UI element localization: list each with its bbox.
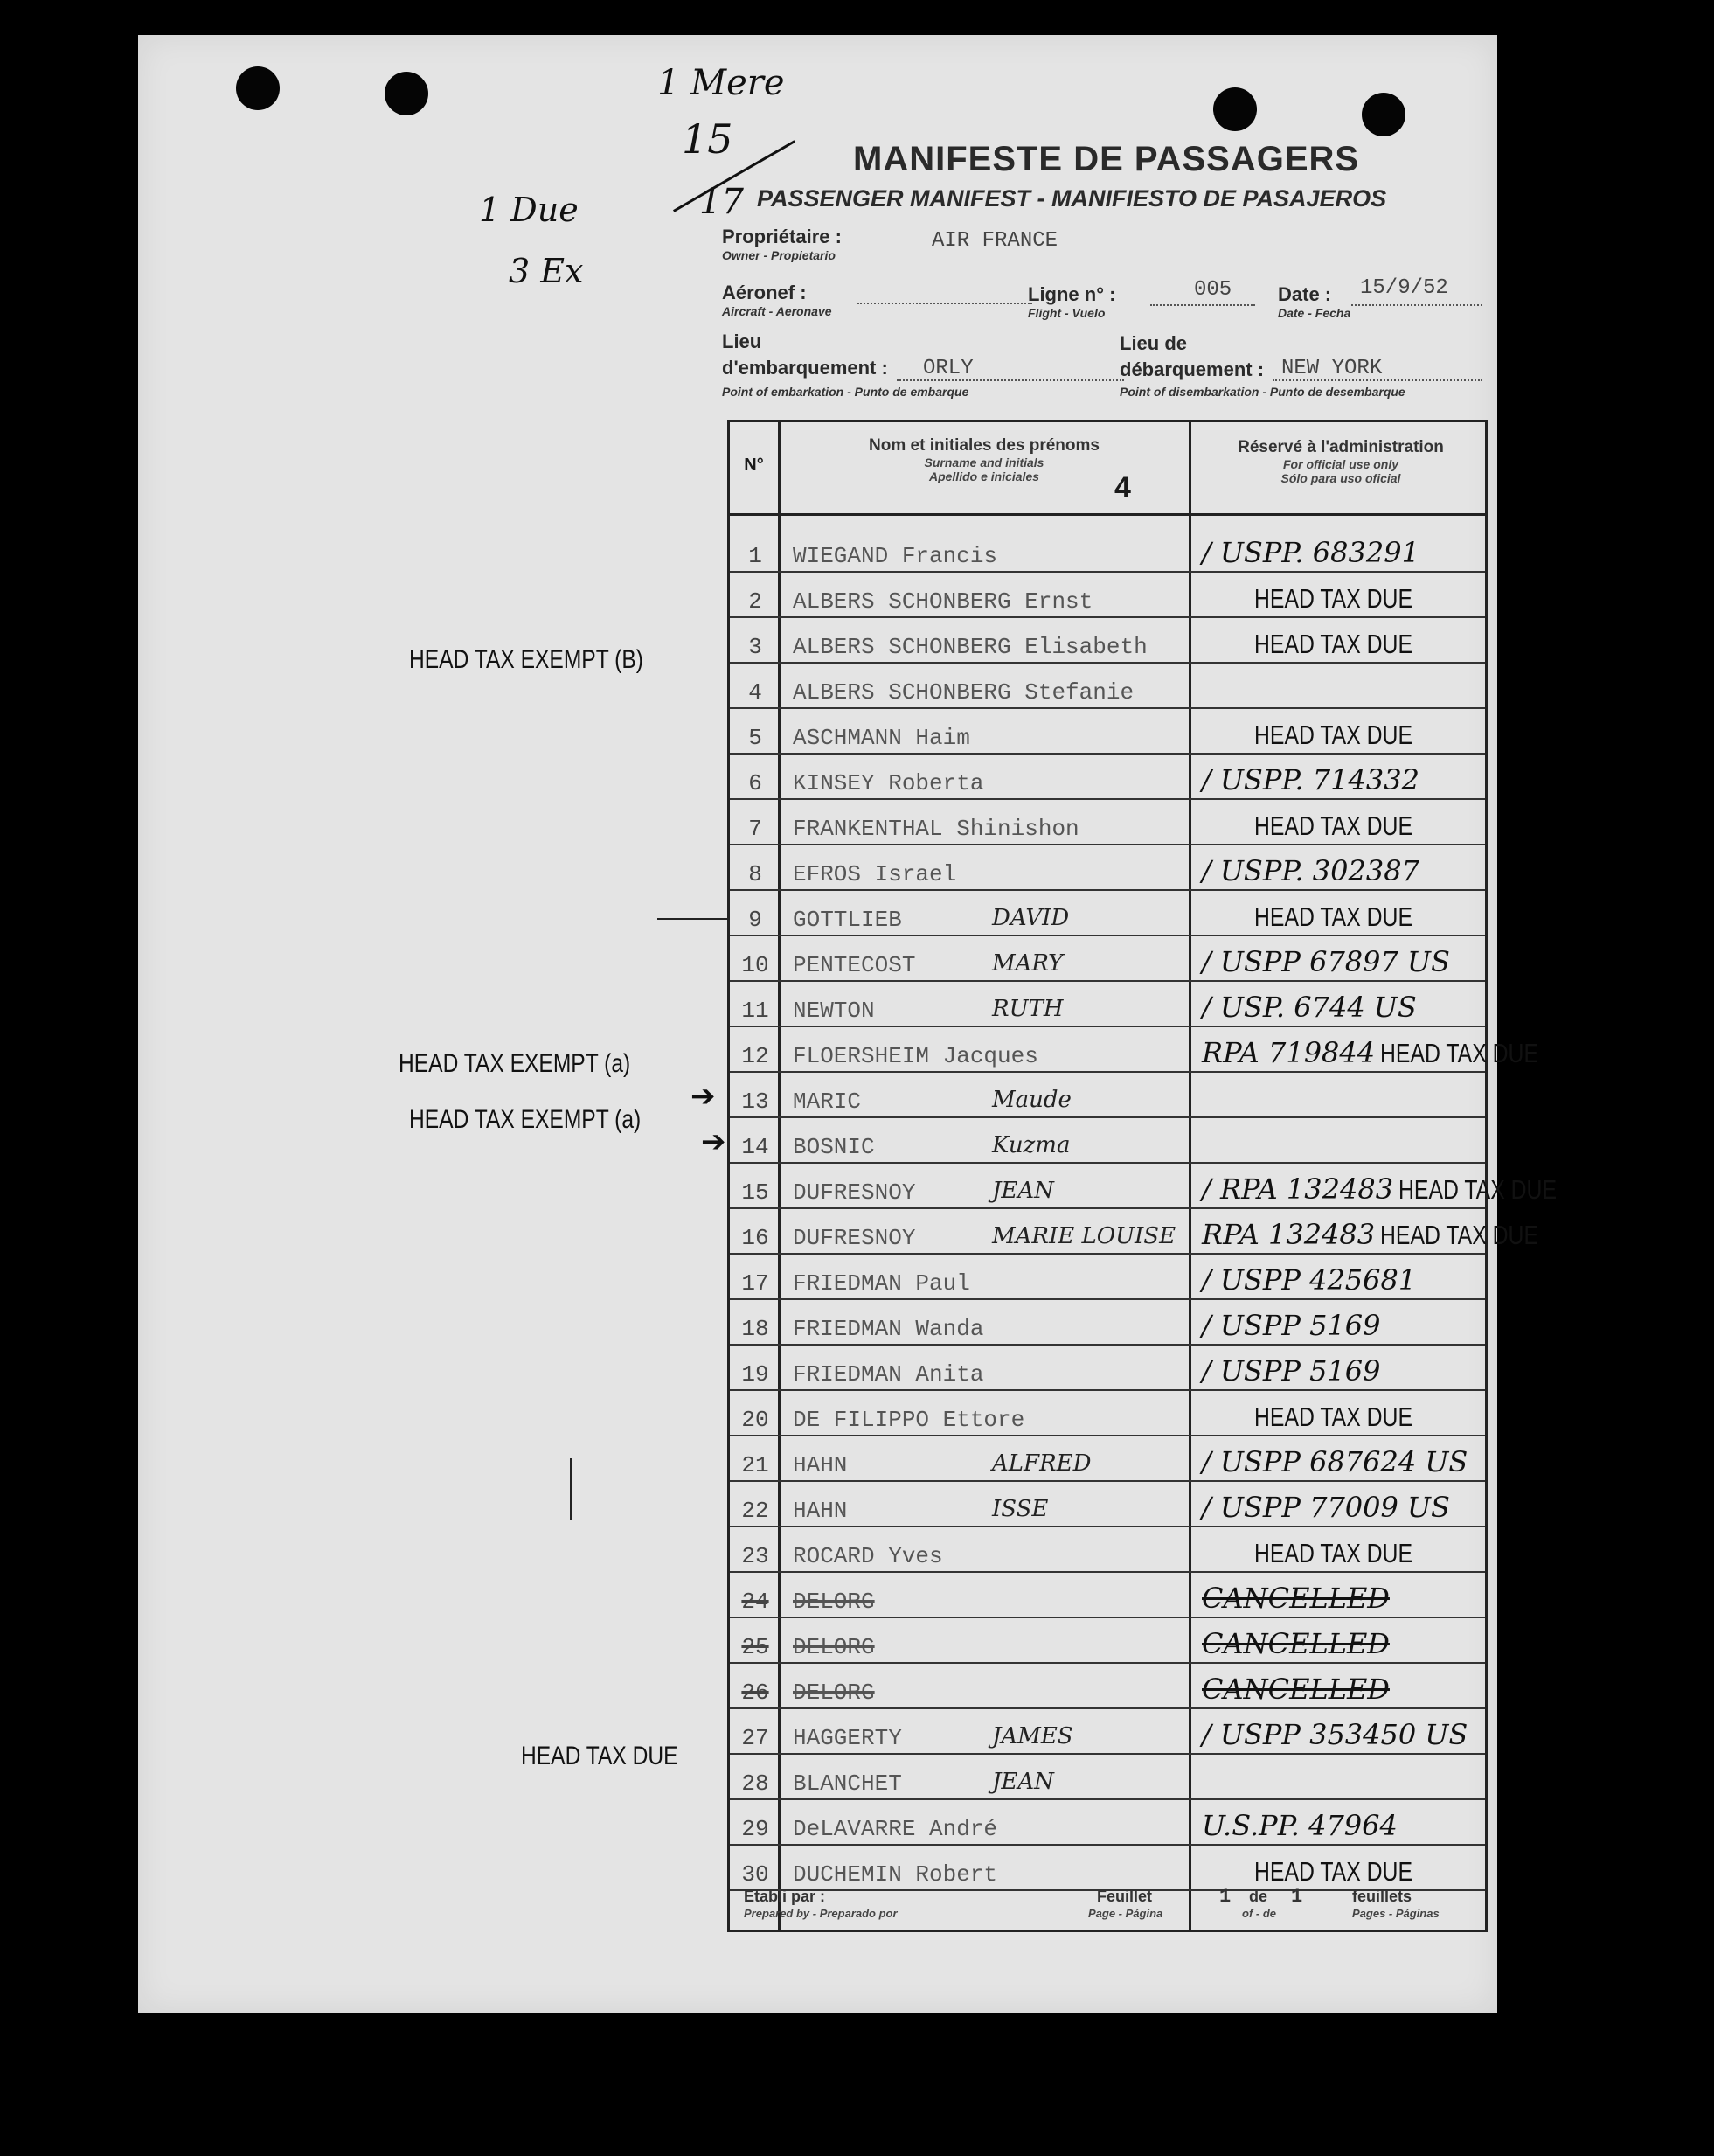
row-number: 17 <box>741 1270 769 1297</box>
aircraft-field-line <box>857 303 1032 304</box>
admin-cell <box>1202 1627 1490 1660</box>
row-number: 12 <box>741 1043 769 1069</box>
passenger-name: ROCARD Yves <box>793 1543 943 1569</box>
passenger-name-handwritten: MARIE LOUISE <box>992 1223 1176 1249</box>
date-field-line <box>1351 304 1482 306</box>
row-number: 15 <box>741 1179 769 1206</box>
admin-handwritten-note: / USPP 67897 US <box>1202 945 1450 978</box>
row-number: 10 <box>741 952 769 978</box>
margin-line <box>657 918 727 920</box>
col-header-name-count: 4 <box>1114 471 1131 504</box>
prepared-label: Etabli par : <box>744 1888 826 1905</box>
embark-label: d'embarquement : <box>722 357 888 379</box>
col-header-admin-es: Sólo para uso oficial <box>1280 471 1401 485</box>
admin-cell <box>1202 1809 1490 1842</box>
admin-handwritten-note: / USPP 77009 US <box>1202 1491 1450 1524</box>
passenger-name: DUFRESNOY <box>793 1179 916 1206</box>
prepared-sublabel: Prepared by - Preparado por <box>744 1907 898 1920</box>
owner-sublabel: Owner - Propietario <box>722 248 836 262</box>
head-tax-due-stamp: HEAD TAX DUE <box>1398 1174 1558 1205</box>
table-row <box>730 1346 1485 1391</box>
row-number: 8 <box>748 861 762 887</box>
head-tax-due-stamp: HEAD TAX DUE <box>1254 583 1412 614</box>
table-row <box>730 1027 1539 1073</box>
passenger-name: FRIEDMAN Anita <box>793 1361 984 1387</box>
row-number: 19 <box>741 1361 769 1387</box>
row-number: 21 <box>741 1452 769 1478</box>
punch-hole <box>1362 93 1405 136</box>
arrow-icon: ➔ <box>690 1080 716 1113</box>
admin-cell <box>1202 719 1490 751</box>
col-header-name-en: Surname and initials <box>924 456 1044 469</box>
table-row <box>730 1164 1558 1209</box>
passenger-name: ALBERS SCHONBERG Stefanie <box>793 679 1135 706</box>
passenger-name: DELORG <box>793 1589 875 1615</box>
passenger-name: WIEGAND Francis <box>793 543 998 569</box>
date-sublabel: Date - Fecha <box>1278 306 1351 320</box>
head-tax-due-stamp: HEAD TAX DUE <box>1254 720 1412 750</box>
passenger-name: PENTECOST <box>793 952 916 978</box>
row-number: 20 <box>741 1407 769 1433</box>
table-row <box>730 1436 1485 1482</box>
date-label: Date : <box>1278 283 1332 305</box>
head-tax-due-stamp: HEAD TAX DUE <box>1380 1038 1539 1068</box>
table-row <box>730 1073 1485 1118</box>
passenger-name: DELORG <box>793 1634 875 1660</box>
side-stamp-head-tax-exempt: HEAD TAX EXEMPT (a) <box>409 1105 642 1134</box>
passenger-name: ASCHMANN Haim <box>793 725 970 751</box>
head-tax-due-stamp: HEAD TAX DUE <box>1254 1538 1412 1568</box>
row-number: 27 <box>741 1725 769 1751</box>
admin-handwritten-note: CANCELLED <box>1202 1582 1390 1615</box>
passenger-name: GOTTLIEB <box>793 907 902 933</box>
admin-cell <box>1202 991 1490 1024</box>
table-row <box>730 1118 1485 1164</box>
passenger-name-handwritten: MARY <box>992 950 1064 977</box>
table-row <box>730 755 1485 800</box>
admin-handwritten-note: / USPP 5169 <box>1202 1309 1381 1342</box>
passenger-name-handwritten: DAVID <box>992 905 1070 931</box>
disembark-sublabel: Point of disembarkation - Punto de desembarque <box>1120 385 1405 399</box>
head-tax-due-stamp: HEAD TAX DUE <box>1254 901 1412 932</box>
sheets-sublabel: Pages - Páginas <box>1352 1907 1440 1920</box>
table-row <box>730 573 1485 618</box>
table-row <box>730 891 1485 936</box>
row-number: 29 <box>741 1816 769 1842</box>
admin-cell <box>1202 763 1490 796</box>
passenger-name: DUFRESNOY <box>793 1225 916 1251</box>
disembark-field-line <box>1273 379 1482 381</box>
admin-cell <box>1202 628 1490 660</box>
table-row <box>730 527 1485 573</box>
admin-cell <box>1202 1537 1490 1569</box>
table-row <box>730 664 1485 709</box>
passenger-name: HAGGERTY <box>793 1725 902 1751</box>
table-row <box>730 1800 1485 1846</box>
passenger-name: MARIC <box>793 1088 862 1115</box>
owner-value: AIR FRANCE <box>932 229 1058 253</box>
table-row <box>730 800 1485 845</box>
punch-hole <box>385 72 428 115</box>
admin-cell <box>1202 810 1490 842</box>
admin-handwritten-note: / USPP 687624 US <box>1202 1445 1468 1478</box>
admin-cell <box>1202 1172 1558 1206</box>
admin-handwritten-note: / USPP 5169 <box>1202 1354 1381 1387</box>
sheets-label: feuillets <box>1352 1888 1412 1905</box>
passenger-name-handwritten: ALFRED <box>992 1450 1092 1477</box>
passenger-name: FRIEDMAN Paul <box>793 1270 970 1297</box>
embark-field-line <box>897 379 1124 381</box>
passenger-name: NEWTON <box>793 998 875 1024</box>
flight-value: 005 <box>1194 278 1232 302</box>
row-number: 26 <box>741 1680 769 1706</box>
row-number: 5 <box>748 725 762 751</box>
admin-cell <box>1202 1855 1490 1888</box>
head-tax-due-stamp: HEAD TAX DUE <box>1254 1856 1412 1887</box>
margin-note-left-1: 1 Due <box>479 191 579 229</box>
passenger-name: HAHN <box>793 1498 848 1524</box>
passenger-name: FLOERSHEIM Jacques <box>793 1043 1038 1069</box>
admin-cell <box>1202 1718 1490 1751</box>
table-row <box>730 1482 1485 1527</box>
col-header-name-es: Apellido e iniciales <box>928 469 1040 483</box>
table-row <box>730 845 1485 891</box>
margin-tick <box>570 1458 572 1520</box>
head-tax-due-stamp: HEAD TAX DUE <box>1380 1220 1539 1250</box>
table-row <box>730 1709 1485 1755</box>
passenger-name: KINSEY Roberta <box>793 770 984 796</box>
col-header-no: N° <box>744 456 764 475</box>
table-row <box>730 936 1485 982</box>
disembark-value: NEW YORK <box>1281 357 1383 380</box>
side-stamp-head-tax-exempt: HEAD TAX EXEMPT (a) <box>399 1049 631 1078</box>
col-header-admin-en: For official use only <box>1283 457 1398 471</box>
col-header-admin-fr: Réservé à l'administration <box>1238 438 1444 456</box>
passenger-name: ALBERS SCHONBERG Elisabeth <box>793 634 1148 660</box>
aircraft-label: Aéronef : <box>722 282 807 303</box>
passenger-name: DE FILIPPO Ettore <box>793 1407 1025 1433</box>
sheet-value: 1 <box>1219 1886 1232 1908</box>
passenger-name-handwritten: Maude <box>992 1087 1072 1113</box>
table-row <box>730 709 1485 755</box>
flight-sublabel: Flight - Vuelo <box>1028 306 1106 320</box>
row-number: 9 <box>748 907 762 933</box>
passenger-name-handwritten: Kuzma <box>992 1132 1071 1158</box>
admin-cell <box>1202 582 1490 615</box>
admin-cell <box>1202 1673 1490 1706</box>
admin-handwritten-note: / USPP. 714332 <box>1202 763 1419 796</box>
row-number: 13 <box>741 1088 769 1115</box>
row-number: 1 <box>748 543 762 569</box>
punch-hole <box>1213 87 1257 131</box>
admin-handwritten-note: CANCELLED <box>1202 1627 1390 1660</box>
col-header-admin <box>1191 438 1490 485</box>
passenger-name: FRIEDMAN Wanda <box>793 1316 984 1342</box>
row-number: 24 <box>741 1589 769 1615</box>
embark-label: Lieu <box>722 330 762 352</box>
admin-cell <box>1202 945 1490 978</box>
passenger-name: DELORG <box>793 1680 875 1706</box>
admin-handwritten-note: / USPP 425681 <box>1202 1263 1417 1297</box>
admin-cell <box>1202 536 1490 569</box>
admin-cell <box>1202 1263 1490 1297</box>
admin-handwritten-note: / USPP 353450 US <box>1202 1718 1468 1751</box>
head-tax-due-stamp: HEAD TAX DUE <box>1254 1401 1412 1432</box>
row-number: 30 <box>741 1861 769 1888</box>
head-tax-due-stamp: HEAD TAX DUE <box>1254 629 1412 659</box>
admin-handwritten-note: / USP. 6744 US <box>1202 991 1417 1024</box>
passenger-name: EFROS Israel <box>793 861 957 887</box>
admin-cell <box>1202 901 1490 933</box>
row-number: 2 <box>748 588 762 615</box>
passenger-name-handwritten: ISSE <box>992 1496 1049 1522</box>
col-header-name-fr: Nom et initiales des prénoms <box>869 436 1100 455</box>
margin-fraction-bottom: 17 <box>699 182 744 222</box>
passenger-name-handwritten: JEAN <box>992 1769 1054 1795</box>
table-row <box>730 1391 1485 1436</box>
admin-cell <box>1202 1354 1490 1387</box>
passenger-table <box>727 420 1558 1932</box>
table-row <box>730 618 1485 664</box>
margin-note-top: 1 Mere <box>657 63 785 103</box>
embark-sublabel: Point of embarkation - Punto de embarque <box>722 385 969 399</box>
table-row <box>730 1573 1485 1618</box>
row-number: 16 <box>741 1225 769 1251</box>
header-rule <box>730 513 1485 516</box>
manifest-subtitle: PASSENGER MANIFEST - MANIFIESTO DE PASAJEROS <box>757 185 1387 212</box>
passenger-name-handwritten: JAMES <box>992 1723 1073 1749</box>
admin-cell <box>1202 854 1490 887</box>
table-row <box>730 1255 1485 1300</box>
table-row <box>730 1664 1485 1709</box>
margin-note-left-2: 3 Ex <box>509 252 584 290</box>
admin-cell <box>1202 1491 1490 1524</box>
passenger-name-handwritten: JEAN <box>992 1178 1054 1204</box>
passenger-name-handwritten: RUTH <box>992 996 1064 1022</box>
admin-cell <box>1202 1218 1539 1251</box>
sheet-sublabel: Page - Página <box>1088 1907 1163 1920</box>
of-label: de <box>1249 1888 1268 1905</box>
row-number: 28 <box>741 1770 769 1797</box>
admin-cell <box>1202 1445 1490 1478</box>
aircraft-sublabel: Aircraft - Aeronave <box>722 304 832 318</box>
of-sublabel: of - de <box>1242 1907 1276 1920</box>
row-number: 23 <box>741 1543 769 1569</box>
admin-cell <box>1202 1401 1490 1433</box>
row-number: 25 <box>741 1634 769 1660</box>
embark-value: ORLY <box>923 357 974 380</box>
table-row <box>730 1618 1485 1664</box>
owner-label: Propriétaire : <box>722 226 842 247</box>
manifest-title: MANIFESTE DE PASSAGERS <box>853 140 1360 178</box>
passenger-name: DUCHEMIN Robert <box>793 1861 998 1888</box>
row-number: 22 <box>741 1498 769 1524</box>
row-number: 3 <box>748 634 762 660</box>
passenger-name: DeLAVARRE André <box>793 1816 998 1842</box>
flight-field-line <box>1150 304 1255 306</box>
row-number: 4 <box>748 679 762 706</box>
admin-handwritten-note: U.S.PP. 47964 <box>1202 1809 1398 1842</box>
passenger-name: ALBERS SCHONBERG Ernst <box>793 588 1093 615</box>
passenger-name: BLANCHET <box>793 1770 902 1797</box>
passenger-name: FRANKENTHAL Shinishon <box>793 816 1079 842</box>
row-number: 11 <box>741 998 769 1024</box>
flight-label: Ligne n° : <box>1028 283 1116 305</box>
admin-handwritten-note: / USPP. 302387 <box>1202 854 1419 887</box>
table-row <box>730 1300 1485 1346</box>
admin-cell <box>1202 1582 1490 1615</box>
row-number: 7 <box>748 816 762 842</box>
total-value: 1 <box>1291 1886 1303 1908</box>
side-stamp-head-tax-due: HEAD TAX DUE <box>521 1742 678 1770</box>
row-number: 18 <box>741 1316 769 1342</box>
table-row <box>730 982 1485 1027</box>
table-row <box>730 1527 1485 1573</box>
row-number: 14 <box>741 1134 769 1160</box>
sheet-label: Feuillet <box>1097 1888 1153 1905</box>
table-row <box>730 1755 1485 1800</box>
admin-handwritten-note: RPA 719844 <box>1202 1036 1376 1069</box>
row-number: 6 <box>748 770 762 796</box>
table-row <box>730 1209 1539 1255</box>
passenger-name: HAHN <box>793 1452 848 1478</box>
admin-handwritten-note: / USPP. 683291 <box>1202 536 1419 569</box>
disembark-label: Lieu de <box>1120 332 1188 354</box>
admin-handwritten-note: / RPA 132483 <box>1202 1172 1394 1206</box>
head-tax-due-stamp: HEAD TAX DUE <box>1254 810 1412 841</box>
date-value: 15/9/52 <box>1360 276 1448 300</box>
manifest-footer <box>730 1884 1485 1930</box>
side-stamp-head-tax-exempt: HEAD TAX EXEMPT (B) <box>409 645 643 674</box>
admin-handwritten-note: RPA 132483 <box>1202 1218 1376 1251</box>
admin-cell <box>1202 1309 1490 1342</box>
punch-hole <box>236 66 280 110</box>
admin-handwritten-note: CANCELLED <box>1202 1673 1390 1706</box>
passenger-name: BOSNIC <box>793 1134 875 1160</box>
arrow-icon: ➔ <box>701 1125 726 1158</box>
admin-cell <box>1202 1036 1539 1069</box>
margin-fraction-top: 15 <box>682 115 733 163</box>
disembark-label: débarquement : <box>1120 358 1265 380</box>
